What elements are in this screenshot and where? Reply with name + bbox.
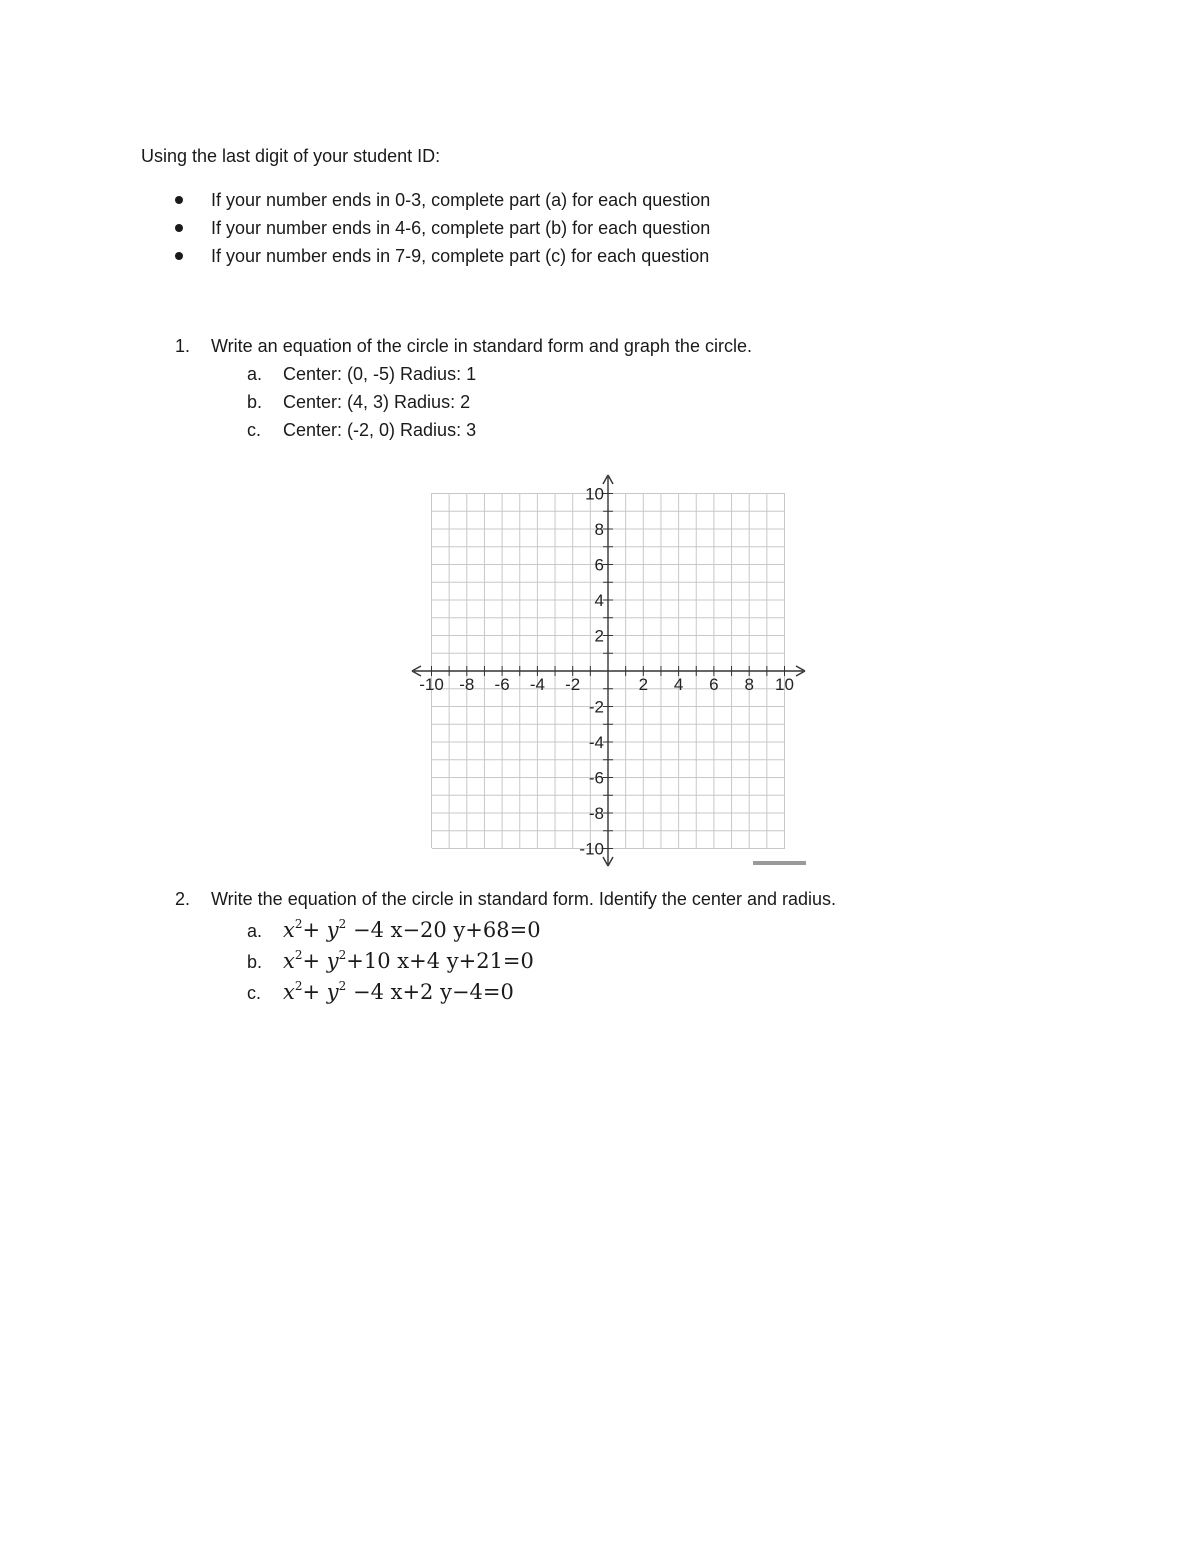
y-tick-label: 8 bbox=[594, 520, 604, 539]
bullet-icon bbox=[175, 252, 183, 260]
part-text: Center: (-2, 0) Radius: 3 bbox=[283, 420, 477, 440]
x-tick-label: 4 bbox=[673, 675, 684, 694]
x-tick-label: -10 bbox=[419, 675, 444, 694]
y-tick-label: 2 bbox=[594, 626, 604, 646]
part-letter: b. bbox=[247, 952, 263, 972]
equation-tail: +10 x+4 y+21=0 bbox=[346, 949, 534, 973]
y-tick-label: -10 bbox=[579, 839, 604, 859]
part-letter: b. bbox=[247, 392, 263, 412]
y-tick-label: -2 bbox=[588, 697, 604, 717]
equation-tail: −4 x+2 y−4=0 bbox=[352, 980, 514, 1004]
rule-item: If your number ends in 7-9, complete part (c) for each question bbox=[211, 246, 710, 266]
question-text: Write the equation of the circle in standard form. Identify the center and radius. bbox=[211, 889, 837, 909]
x-tick-label: 10 bbox=[775, 675, 794, 694]
rule-item: If your number ends in 0-3, complete part (a) for each question bbox=[211, 190, 711, 210]
part-text: Center: (4, 3) Radius: 2 bbox=[283, 392, 471, 412]
coordinate-grid bbox=[400, 470, 820, 880]
intro-text: Using the last digit of your student ID: bbox=[141, 146, 441, 166]
equation: $x^2+ y^2+10$ x+4 y+21=0 bbox=[283, 948, 534, 973]
y-tick-label: -6 bbox=[588, 768, 604, 788]
x-tick-label: 8 bbox=[744, 675, 754, 694]
y-tick-label: 6 bbox=[594, 555, 604, 575]
x-tick-label: 2 bbox=[638, 675, 649, 694]
question-text: Write an equation of the circle in standard form and graph the circle. bbox=[211, 336, 752, 356]
y-tick-label: 4 bbox=[594, 591, 604, 610]
y-tick-label: -4 bbox=[588, 733, 604, 752]
part-letter: c. bbox=[247, 420, 262, 440]
x-tick-label: -4 bbox=[529, 675, 545, 694]
equation: $x^2+ y^2 -4$ x+2 y−4=0 bbox=[283, 979, 514, 1004]
y-tick-label: -8 bbox=[588, 804, 604, 823]
y-tick-label: 10 bbox=[585, 484, 604, 504]
part-letter: a. bbox=[247, 921, 263, 941]
part-text: Center: (0, -5) Radius: 1 bbox=[283, 364, 477, 384]
rule-item: If your number ends in 4-6, complete part (b) for each question bbox=[211, 218, 711, 238]
x-tick-label: -6 bbox=[494, 675, 510, 694]
part-letter: c. bbox=[247, 983, 262, 1003]
bullet-icon bbox=[175, 196, 183, 204]
divider-bar bbox=[753, 861, 806, 865]
x-tick-label: -2 bbox=[565, 675, 581, 694]
question-number: 1. bbox=[175, 336, 191, 356]
x-tick-label: 6 bbox=[709, 675, 719, 694]
x-tick-label: -8 bbox=[459, 675, 475, 694]
question-number: 2. bbox=[175, 889, 191, 909]
equation-tail: −4 x−20 y+68=0 bbox=[352, 918, 541, 942]
equation: $x^2+ y^2 -4$ x−20 y+68=0 bbox=[283, 917, 541, 942]
part-letter: a. bbox=[247, 364, 263, 384]
bullet-icon bbox=[175, 224, 183, 232]
